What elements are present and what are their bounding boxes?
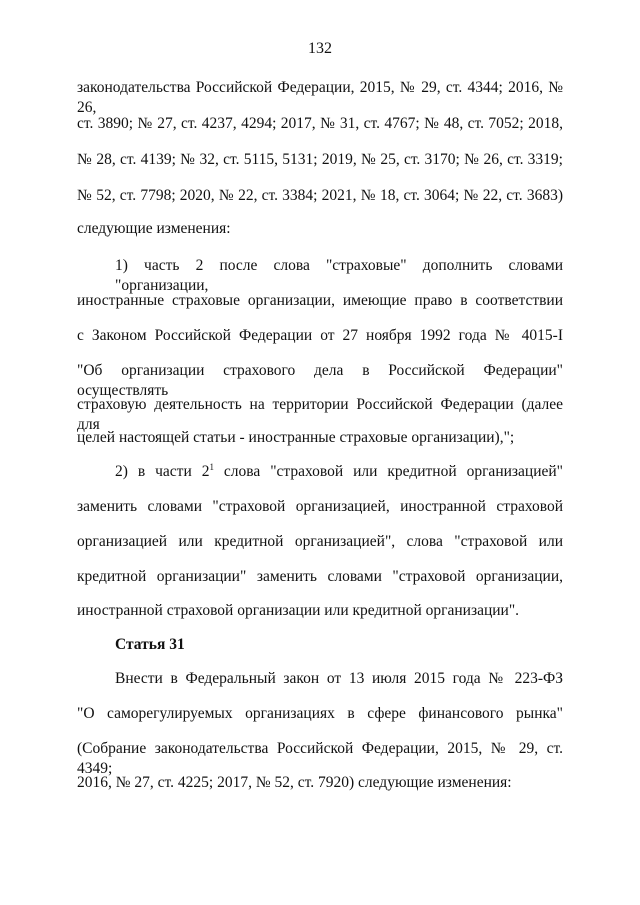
text-line: страховую деятельность на территории Российской Федерации (далее для — [77, 396, 563, 433]
item2-continuation: слова "страховой или кредитной организацией" — [213, 463, 564, 480]
text-line: следующие изменения: — [77, 220, 231, 237]
text-line: № 52, ст. 7798; 2020, № 22, ст. 3384; 2021, № 18, ст. 3064; № 22, ст. 3683) — [77, 187, 563, 204]
superscript: 1 — [209, 461, 214, 472]
text-line: 2016, № 27, ст. 4225; 2017, № 52, ст. 7920) следующие изменения: — [77, 774, 512, 791]
text-line: "Об организации страхового дела в Российской Федерации" осуществлять — [77, 362, 563, 399]
text-line: "О саморегулируемых организациях в сфере финансового рынка" — [77, 705, 563, 722]
text-line: Внести в Федеральный закон от 13 июля 2015 года № 223-ФЗ — [115, 670, 563, 687]
text-line: кредитной организации" заменить словами "страховой организации, — [77, 568, 563, 585]
text-line: (Собрание законодательства Российской Федерации, 2015, № 29, ст. 4349; — [77, 740, 563, 777]
page-number: 132 — [308, 40, 332, 57]
text-line: иностранной страховой организации или кредитной организации". — [77, 602, 520, 619]
text-line: иностранные страховые организации, имеющие право в соответствии — [77, 292, 563, 309]
text-line: 1) часть 2 после слова "страховые" дополнить словами "организации, — [115, 257, 563, 294]
text-line: с Законом Российской Федерации от 27 ноября 1992 года № 4015-I — [77, 327, 563, 344]
text-line: законодательства Российской Федерации, 2015, № 29, ст. 4344; 2016, № 26, — [77, 79, 563, 116]
text-line — [115, 462, 563, 482]
text-line: заменить словами "страховой организацией, иностранной страховой — [77, 498, 563, 515]
text-line: организацией или кредитной организацией", слова "страховой или — [77, 533, 563, 550]
text-line: целей настоящей статьи - иностранные страховые организации),"; — [77, 429, 515, 446]
article-heading: Статья 31 — [115, 636, 185, 653]
item2-lead: 2) в части 2 — [115, 463, 210, 480]
text-line: ст. 3890; № 27, ст. 4237, 4294; 2017, № 31, ст. 4767; № 48, ст. 7052; 2018, — [77, 115, 563, 132]
text-line: № 28, ст. 4139; № 32, ст. 5115, 5131; 2019, № 25, ст. 3170; № 26, ст. 3319; — [77, 151, 563, 168]
